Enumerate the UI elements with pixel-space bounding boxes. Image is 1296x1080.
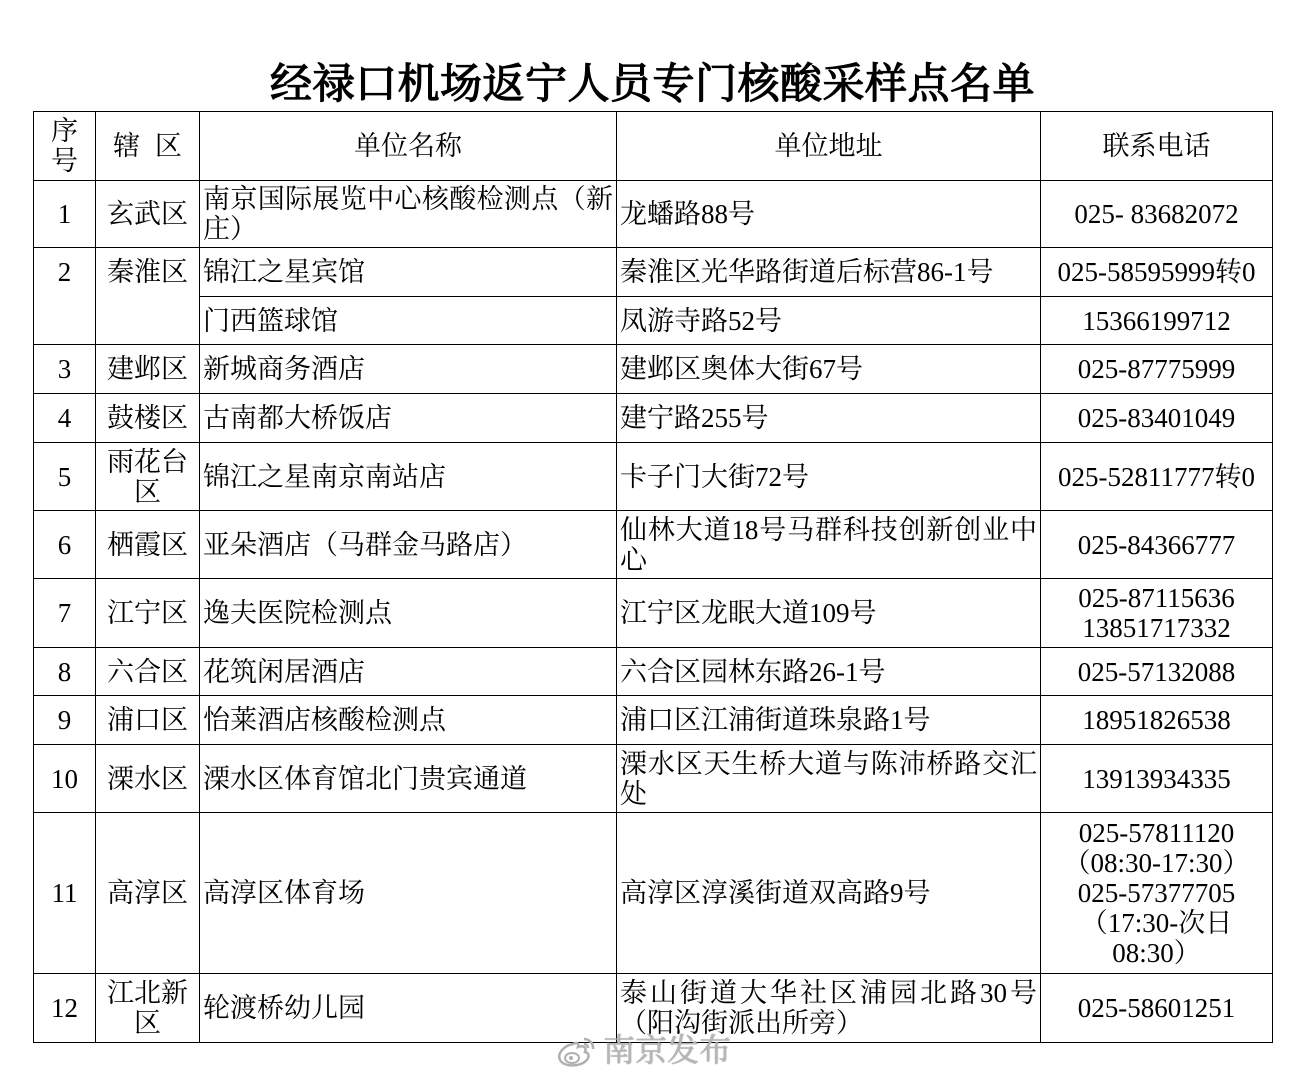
phone-cell: [1041, 443, 1273, 511]
site-address-cell: 江宁区龙眠大道109号: [617, 579, 1041, 648]
site-address-cell: 溧水区天生桥大道与陈沛桥路交汇处: [617, 745, 1041, 813]
header-district: 辖 区: [96, 112, 200, 181]
site-name-cell: 门西篮球馆: [200, 297, 617, 345]
phone-line: 025-57132088: [1077, 656, 1236, 687]
table-row: [34, 394, 1273, 443]
phone-cell: [1041, 745, 1273, 813]
weibo-logo-icon: [556, 1034, 598, 1068]
phone-line: 025-58595999转0: [1057, 257, 1256, 287]
site-address-cell: 六合区园林东路26-1号: [617, 648, 1041, 696]
table-row: [34, 297, 1273, 345]
document-title: 经禄口机场返宁人员专门核酸采样点名单: [269, 62, 1035, 108]
site-name-cell: 新城商务酒店: [200, 345, 617, 394]
phone-cell: [1041, 297, 1273, 345]
district-cell: 六合区: [96, 648, 200, 696]
site-name-cell: 锦江之星宾馆: [200, 248, 617, 297]
phone-cell: [1041, 813, 1273, 974]
site-address-cell: 浦口区江浦街道珠泉路1号: [617, 696, 1041, 745]
phone-cell: [1041, 974, 1273, 1043]
row-number: 12: [34, 974, 96, 1043]
district-cell: 江宁区: [96, 579, 200, 648]
row-number: 7: [34, 579, 96, 648]
phone-line: 025-58601251: [1077, 993, 1236, 1023]
site-address-cell: 凤游寺路52号: [617, 297, 1041, 345]
header-number-label: 序号: [51, 116, 78, 176]
phone-cell: [1041, 394, 1273, 443]
site-name-cell: 怡莱酒店核酸检测点: [200, 696, 617, 745]
district-cell: 浦口区: [96, 696, 200, 745]
phone-line: 025-84366777: [1077, 529, 1236, 560]
district-cell: 鼓楼区: [96, 394, 200, 443]
site-name-cell: 锦江之星南京南站店: [200, 443, 617, 511]
site-address-cell: 建宁路255号: [617, 394, 1041, 443]
site-name-cell: 南京国际展览中心核酸检测点（新庄）: [200, 181, 617, 248]
district-cell: 雨花台区: [96, 443, 200, 511]
site-name-cell: 古南都大桥饭店: [200, 394, 617, 443]
table-row: [34, 511, 1273, 579]
site-address-cell: 高淳区淳溪街道双高路9号: [617, 813, 1041, 974]
site-name-cell: 高淳区体育场: [200, 813, 617, 974]
phone-line: 18951826538: [1082, 705, 1231, 735]
site-address-cell: 建邺区奥体大街67号: [617, 345, 1041, 394]
district-cell: 溧水区: [96, 745, 200, 813]
table-row: [34, 181, 1273, 248]
table-row: [34, 579, 1273, 648]
site-address-cell: 龙蟠路88号: [617, 181, 1041, 248]
header-phone: 联系电话: [1041, 112, 1273, 181]
phone-line: 025-87115636: [1078, 583, 1235, 613]
phone-line: 025- 83682072: [1074, 199, 1239, 229]
row-number: 6: [34, 511, 96, 579]
header-site-name: 单位名称: [200, 112, 617, 181]
phone-line: 025-57377705: [1077, 878, 1236, 908]
phone-cell: [1041, 696, 1273, 745]
district-cell: 建邺区: [96, 345, 200, 394]
row-number: 9: [34, 696, 96, 745]
phone-cell: [1041, 248, 1273, 297]
phone-cell: [1041, 579, 1273, 648]
phone-cell: [1041, 181, 1273, 248]
table-row: [34, 696, 1273, 745]
site-address-cell: 卡子门大街72号: [617, 443, 1041, 511]
row-number: 8: [34, 648, 96, 696]
phone-cell: [1041, 511, 1273, 579]
phone-cell: [1041, 648, 1273, 696]
site-address-cell: 仙林大道18号马群科技创新创业中心: [617, 511, 1041, 579]
phone-hours-line: （08:30-17:30）: [1063, 848, 1250, 878]
row-number: 4: [34, 394, 96, 443]
site-name-cell: 逸夫医院检测点: [200, 579, 617, 648]
header-number: [34, 112, 96, 181]
phone-hours-line: 08:30）: [1112, 938, 1201, 968]
row-number: 10: [34, 745, 96, 813]
phone-line: 13913934335: [1082, 763, 1231, 794]
row-number: 2: [34, 248, 96, 345]
district-cell: 江北新区: [96, 974, 200, 1043]
sampling-sites-table: [33, 111, 1273, 1043]
row-number: 1: [34, 181, 96, 248]
row-number: 11: [34, 813, 96, 974]
phone-line: 025-52811777转0: [1058, 461, 1255, 492]
table-row: [34, 813, 1273, 974]
phone-line: 15366199712: [1082, 305, 1231, 336]
phone-line: 13851717332: [1082, 613, 1231, 643]
site-name-cell: 花筑闲居酒店: [200, 648, 617, 696]
phone-line: 025-83401049: [1077, 403, 1236, 433]
row-number: 3: [34, 345, 96, 394]
table-row: [34, 648, 1273, 696]
district-cell: 秦淮区: [96, 248, 200, 345]
district-cell: 栖霞区: [96, 511, 200, 579]
header-site-address: 单位地址: [617, 112, 1041, 181]
phone-line: 025-87775999: [1077, 354, 1236, 384]
site-name-cell: 轮渡桥幼儿园: [200, 974, 617, 1043]
site-address-cell: 秦淮区光华路街道后标营86-1号: [617, 248, 1041, 297]
table-row: [34, 345, 1273, 394]
table-header-row: [34, 112, 1273, 181]
row-number: 5: [34, 443, 96, 511]
phone-cell: [1041, 345, 1273, 394]
site-name-cell: 亚朵酒店（马群金马路店）: [200, 511, 617, 579]
district-cell: 玄武区: [96, 181, 200, 248]
table-row: [34, 745, 1273, 813]
phone-hours-line: （17:30-次日: [1080, 908, 1233, 938]
phone-line: 025-57811120: [1078, 818, 1235, 848]
site-name-cell: 溧水区体育馆北门贵宾通道: [200, 745, 617, 813]
table-row: [34, 443, 1273, 511]
site-address-cell: 泰山街道大华社区浦园北路30号（阳沟街派出所旁）: [617, 974, 1041, 1043]
watermark-text: 南京发布: [603, 1031, 732, 1069]
table-row: [34, 248, 1273, 297]
district-cell: 高淳区: [96, 813, 200, 974]
